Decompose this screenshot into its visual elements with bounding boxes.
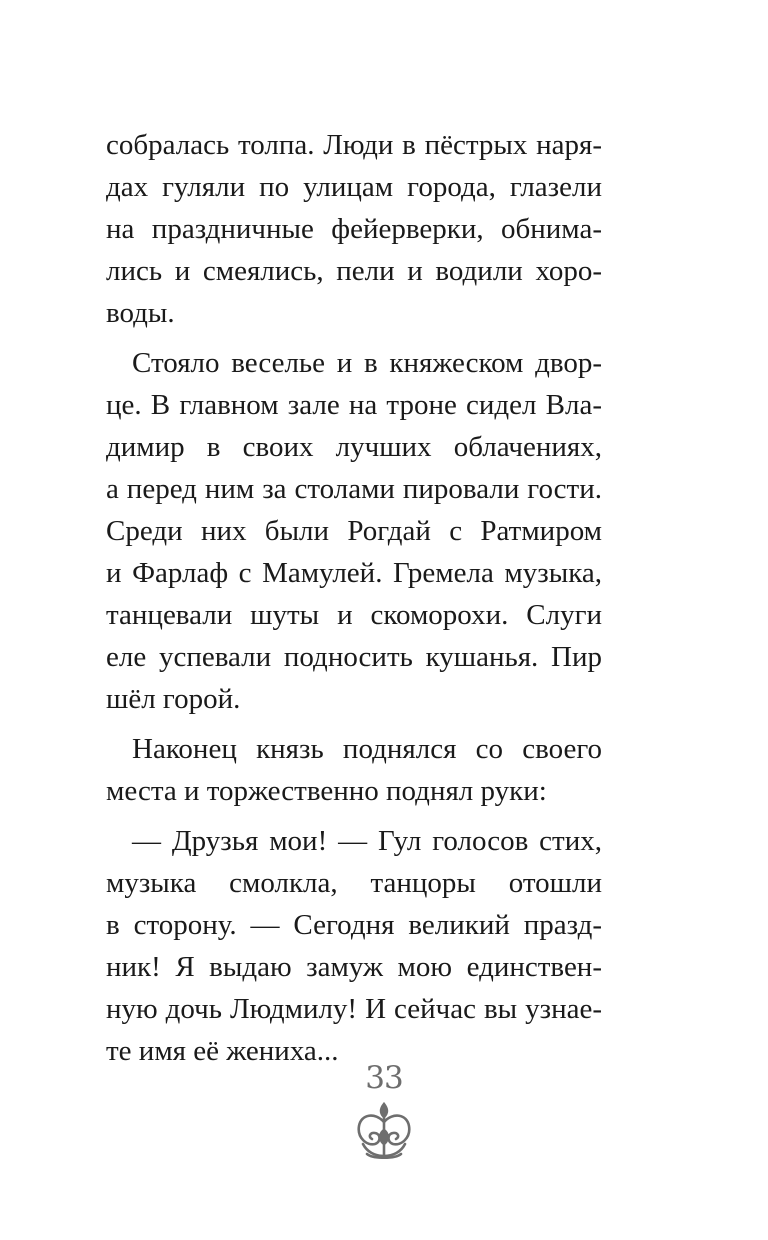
text-line: дах гуляли по улицам города, глазели <box>106 171 602 203</box>
paragraph <box>106 728 602 812</box>
page-footer <box>0 1058 768 1162</box>
text-line: лись и смеялись, пели и водили хоро- <box>106 255 602 287</box>
text-line: шёл горой. <box>106 683 241 715</box>
paragraph <box>106 342 602 720</box>
text-line: музыка смолкла, танцоры отошли <box>106 867 602 899</box>
text-line: Наконец князь поднялся со своего <box>132 733 602 765</box>
text-line: еле успевали подносить кушанья. Пир <box>106 641 602 673</box>
page-number: 33 <box>365 1060 403 1096</box>
text-line: — Друзья мои! — Гул голосов стих, <box>132 825 602 857</box>
text-line: воды. <box>106 297 175 329</box>
text-line: ник! Я выдаю замуж мою единствен- <box>106 951 602 983</box>
paragraph <box>106 820 602 1072</box>
body-text <box>106 124 602 1072</box>
paragraph-gap <box>106 812 602 820</box>
paragraph <box>106 124 602 334</box>
paragraph-gap <box>106 720 602 728</box>
text-line: места и торжественно поднял руки: <box>106 775 547 807</box>
text-line: Среди них были Рогдай с Ратмиром <box>106 515 602 547</box>
text-line: те имя её жениха... <box>106 1035 339 1067</box>
text-line: димир в своих лучших облачениях, <box>106 431 602 463</box>
text-line: ную дочь Людмилу! И сейчас вы узнае- <box>106 993 602 1025</box>
text-line: Стояло веселье и в княжеском двор- <box>132 347 602 379</box>
text-line: це. В главном зале на троне сидел Вла- <box>106 389 602 421</box>
text-line: в сторону. — Сегодня великий празд- <box>106 909 602 941</box>
paragraph-gap <box>106 334 602 342</box>
text-line: собралась толпа. Люди в пёстрых наря- <box>106 129 602 161</box>
text-line: и Фарлаф с Мамулей. Гремела музыка, <box>106 557 602 589</box>
text-line: танцевали шуты и скоморохи. Слуги <box>106 599 602 631</box>
text-line: на праздничные фейерверки, обнима- <box>106 213 602 245</box>
floral-ornament-icon <box>353 1100 415 1162</box>
text-line: а перед ним за столами пировали гости. <box>106 473 602 505</box>
